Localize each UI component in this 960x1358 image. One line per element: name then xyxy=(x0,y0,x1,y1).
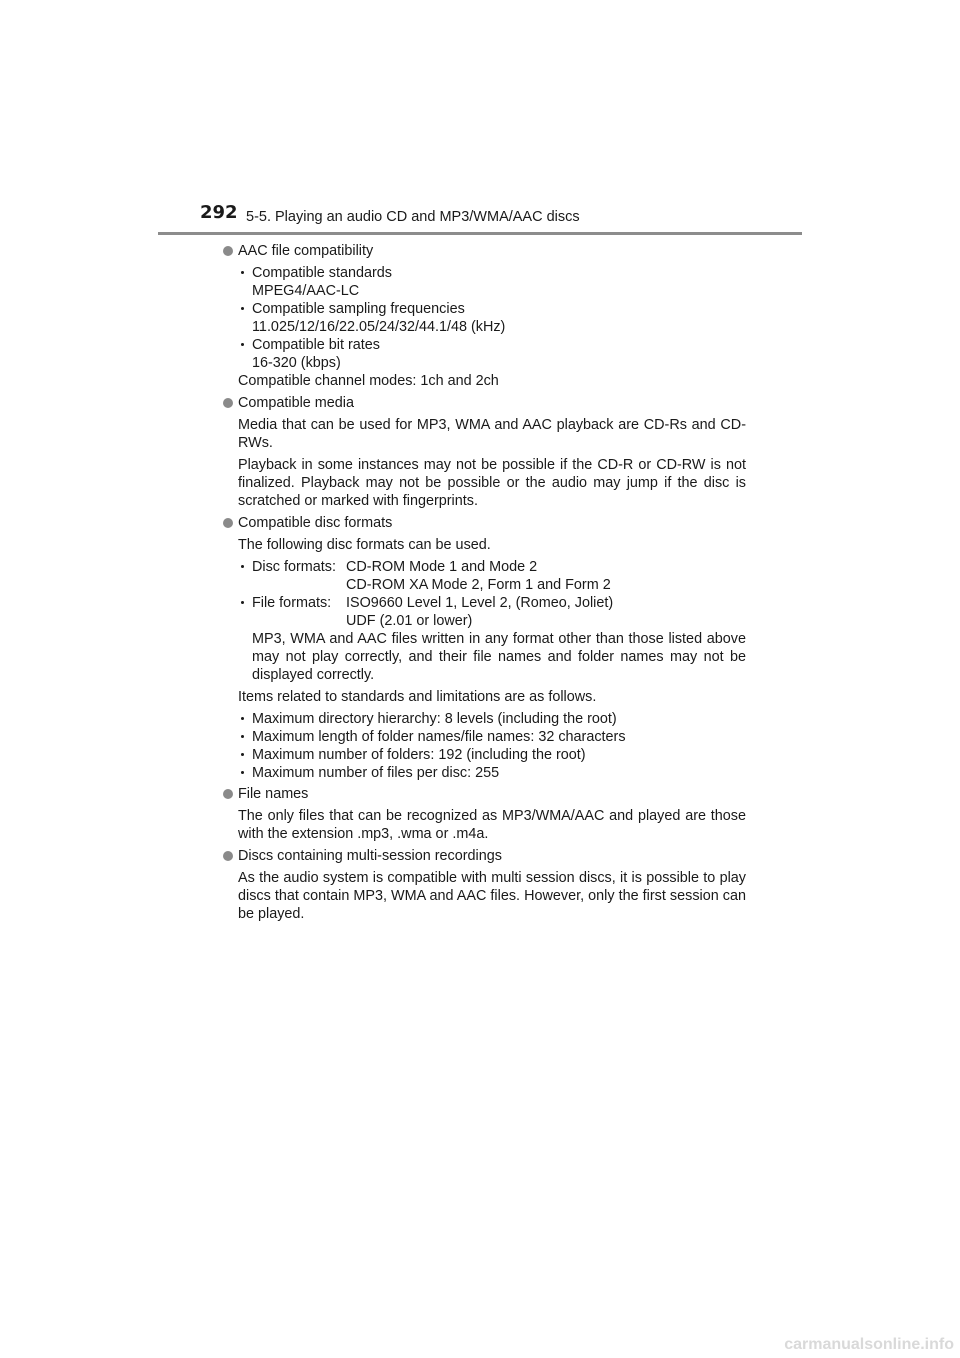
section-body xyxy=(222,264,746,390)
formats-list xyxy=(238,558,746,630)
list-item xyxy=(238,710,746,728)
section-heading xyxy=(222,394,746,412)
limit-text: Maximum directory hierarchy: 8 levels (including the root) xyxy=(252,711,617,727)
paragraph: Playback in some instances may not be possible if the CD-R or CD-RW is not finalized. Playback may not be possible or the audio may jump if the disc is scratched or marked with fingerprints. xyxy=(238,457,746,509)
item-value: 11.025/12/16/22.05/24/32/44.1/48 (kHz) xyxy=(252,319,506,335)
heading-text: File names xyxy=(238,786,309,802)
section-body xyxy=(222,536,746,782)
heading-text: AAC file compatibility xyxy=(238,243,374,259)
disc-formats-label: Disc formats: xyxy=(252,559,336,575)
dot-icon xyxy=(241,307,244,310)
item-label: Compatible bit rates xyxy=(252,337,380,353)
heading-text: Compatible media xyxy=(238,395,354,411)
dot-icon xyxy=(241,601,244,604)
item-label: Compatible sampling frequencies xyxy=(252,301,465,317)
section-formats xyxy=(222,514,746,782)
dot-icon xyxy=(241,735,244,738)
watermark: carmanualsonline.info xyxy=(784,1336,954,1353)
bullet-dot-icon xyxy=(223,851,233,861)
channel-modes: Compatible channel modes: 1ch and 2ch xyxy=(238,373,499,389)
limit-text: Maximum number of files per disc: 255 xyxy=(252,765,500,781)
heading-text: Discs containing multi-session recordings xyxy=(238,848,502,864)
limit-text: Maximum number of folders: 192 (including the root) xyxy=(252,747,586,763)
bullet-dot-icon xyxy=(223,246,233,256)
paragraph: Media that can be used for MP3, WMA and AAC playback are CD-Rs and CD-RWs. xyxy=(238,417,746,451)
dot-icon xyxy=(241,753,244,756)
page-number: 292 xyxy=(200,202,238,223)
section-heading xyxy=(222,514,746,532)
section-heading xyxy=(222,785,746,803)
dot-icon xyxy=(241,271,244,274)
section-media xyxy=(222,394,746,510)
section-multisession xyxy=(222,847,746,923)
item-value: 16-320 (kbps) xyxy=(252,355,341,371)
list-item xyxy=(238,336,746,372)
list-item xyxy=(238,558,746,594)
section-body xyxy=(222,416,746,510)
section-title: 5-5. Playing an audio CD and MP3/WMA/AAC discs xyxy=(246,209,580,225)
paragraph: Items related to standards and limitations are as follows. xyxy=(238,689,597,705)
dot-icon xyxy=(241,771,244,774)
paragraph: The following disc formats can be used. xyxy=(238,537,491,553)
section-body xyxy=(222,869,746,923)
page-header xyxy=(0,0,960,240)
heading-text: Compatible disc formats xyxy=(238,515,393,531)
file-format-value: ISO9660 Level 1, Level 2, (Romeo, Joliet) xyxy=(346,595,614,611)
bullet-dot-icon xyxy=(223,789,233,799)
dot-icon xyxy=(241,717,244,720)
list-item xyxy=(238,594,746,630)
header-rule xyxy=(158,232,802,235)
section-body xyxy=(222,807,746,843)
item-value: MPEG4/AAC-LC xyxy=(252,283,360,299)
aac-list xyxy=(238,264,746,372)
list-item xyxy=(238,728,746,746)
paragraph: The only files that can be recognized as MP3/WMA/AAC and played are those with the extension .mp3, .wma or .m4a. xyxy=(238,808,746,842)
disc-format-value: CD-ROM Mode 1 and Mode 2 xyxy=(346,559,538,575)
dot-icon xyxy=(241,565,244,568)
page-content xyxy=(222,242,746,926)
file-format-value: UDF (2.01 or lower) xyxy=(346,613,473,629)
bullet-dot-icon xyxy=(223,518,233,528)
list-item xyxy=(238,746,746,764)
section-filenames xyxy=(222,785,746,843)
list-item xyxy=(238,300,746,336)
item-label: Compatible standards xyxy=(252,265,392,281)
limits-list xyxy=(238,710,746,782)
bullet-dot-icon xyxy=(223,398,233,408)
limit-text: Maximum length of folder names/file names: 32 characters xyxy=(252,729,626,745)
paragraph: As the audio system is compatible with multi session discs, it is possible to play discs that contain MP3, WMA and AAC files. However, only the first session can be played. xyxy=(238,870,746,922)
dot-icon xyxy=(241,343,244,346)
disc-format-value: CD-ROM XA Mode 2, Form 1 and Form 2 xyxy=(346,577,611,593)
section-heading xyxy=(222,242,746,260)
formats-note: MP3, WMA and AAC files written in any format other than those listed above may not play correctly, and their file names and folder names may not be displayed correctly. xyxy=(252,631,746,683)
file-formats-label: File formats: xyxy=(252,595,332,611)
section-aac xyxy=(222,242,746,390)
list-item xyxy=(238,764,746,782)
list-item xyxy=(238,264,746,300)
section-heading xyxy=(222,847,746,865)
